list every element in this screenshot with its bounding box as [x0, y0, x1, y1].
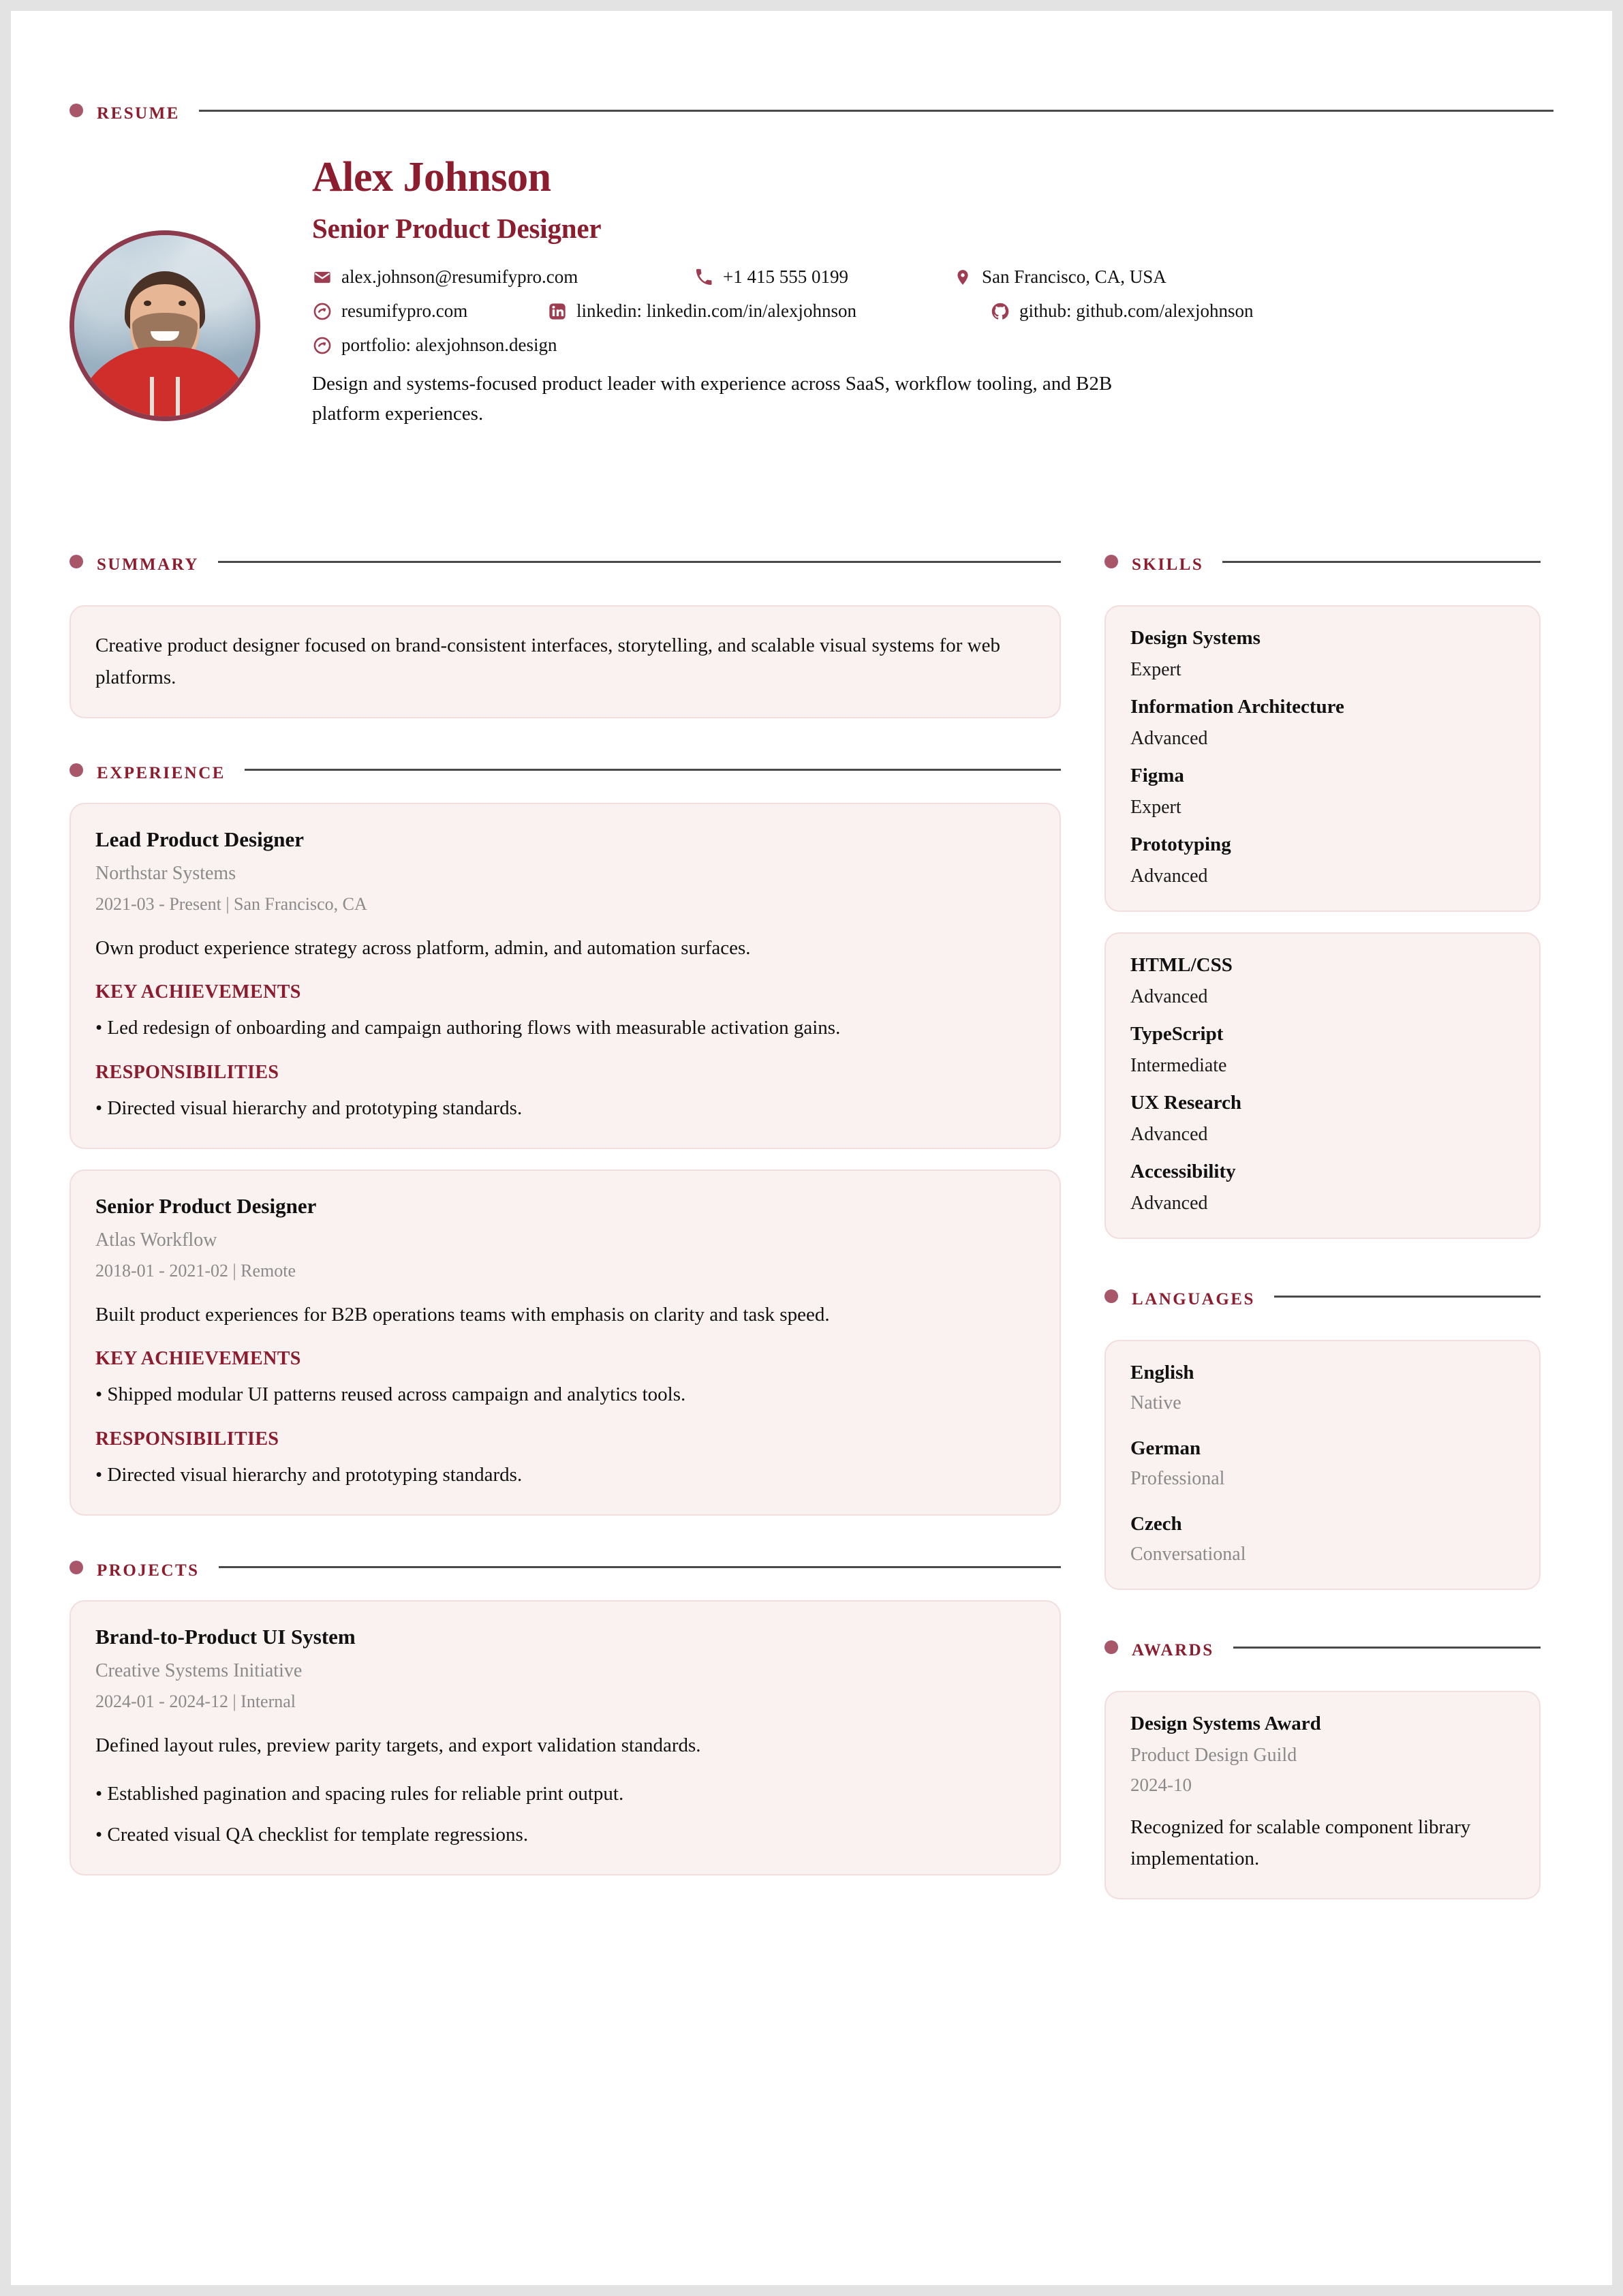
language-level: Professional: [1130, 1468, 1225, 1489]
contact-linkedin[interactable]: [547, 301, 990, 322]
project-title: Brand-to-Product UI System: [95, 1624, 356, 1649]
github-icon: [990, 301, 1010, 322]
responsibilities-label: RESPONSIBILITIES: [95, 1428, 279, 1450]
language-item: [1130, 1513, 1515, 1565]
contact-portfolio[interactable]: [312, 335, 557, 356]
skill-name: Prototyping: [1130, 833, 1231, 855]
contact-row: [312, 301, 1554, 322]
contact-website-text: resumifypro.com: [341, 301, 468, 322]
entry-title: Senior Product Designer: [95, 1193, 317, 1218]
entry-meta: 2021-03 - Present | San Francisco, CA: [95, 893, 367, 914]
entry-meta: 2018-01 - 2021-02 | Remote: [95, 1260, 296, 1281]
contact-website[interactable]: [312, 301, 547, 322]
skills-section-header: [1104, 549, 1541, 574]
skill-name: Information Architecture: [1130, 696, 1344, 718]
skill-level: Advanced: [1130, 866, 1208, 887]
language-name: German: [1130, 1437, 1201, 1459]
responsibility-item: • Directed visual hierarchy and prototyping standards.: [95, 1097, 523, 1120]
experience-section-header: [69, 758, 1061, 782]
skill-level: Advanced: [1130, 1124, 1208, 1145]
language-item: [1130, 1362, 1515, 1414]
summary-section-header: [69, 549, 1061, 574]
summary-text: Creative product designer focused on brand-consistent interfaces, storytelling, and scalable visual systems for web platforms.: [95, 634, 1000, 688]
award-organization: Product Design Guild: [1130, 1745, 1297, 1766]
contact-row: [312, 335, 1554, 356]
section-bullet-icon: [69, 1561, 83, 1574]
achievement-item: • Led redesign of onboarding and campaign authoring flows with measurable activation gains.: [95, 1017, 841, 1039]
main-column: [69, 549, 1061, 1899]
contact-email-text: alex.johnson@resumifypro.com: [341, 266, 578, 288]
section-bullet-icon: [1104, 1289, 1118, 1303]
skills-card: [1104, 932, 1541, 1239]
skill-level: Intermediate: [1130, 1055, 1227, 1076]
section-bullet-icon: [1104, 555, 1118, 568]
experience-entry: [69, 803, 1061, 1149]
resume-page: [11, 11, 1612, 2285]
contact-location: [953, 266, 1166, 288]
languages-card: [1104, 1340, 1541, 1590]
profile-summary: Design and systems-focused product leader with experience across SaaS, workflow tooling, and B2B platform experiences.: [312, 373, 1113, 425]
side-column: [1104, 549, 1541, 1899]
contact-phone[interactable]: [694, 266, 953, 288]
body-grid: [69, 549, 1562, 1899]
project-description: Defined layout rules, preview parity targets, and export validation standards.: [95, 1734, 701, 1756]
experience-heading: experience: [97, 756, 226, 784]
language-name: Czech: [1130, 1513, 1182, 1535]
skill-level: Advanced: [1130, 1193, 1208, 1214]
responsibilities-label: RESPONSIBILITIES: [95, 1062, 279, 1084]
contact-portfolio-text: portfolio: alexjohnson.design: [341, 335, 557, 356]
skill-level: Expert: [1130, 797, 1181, 818]
contact-linkedin-text: linkedin: linkedin.com/in/alexjohnson: [576, 301, 856, 322]
contact-row: [312, 266, 1554, 288]
award-card: [1104, 1691, 1541, 1899]
skill-name: Accessibility: [1130, 1161, 1236, 1182]
skill-level: Advanced: [1130, 728, 1208, 749]
section-rule: [219, 1566, 1061, 1568]
achievements-label: KEY ACHIEVEMENTS: [95, 981, 301, 1003]
contact-email[interactable]: [312, 266, 694, 288]
globe-icon: [312, 301, 333, 322]
hero-block: [69, 155, 1554, 429]
entry-organization: Atlas Workflow: [95, 1229, 217, 1251]
section-rule: [245, 769, 1061, 771]
language-level: Native: [1130, 1392, 1181, 1413]
summary-card: [69, 605, 1061, 718]
language-name: English: [1130, 1362, 1194, 1383]
entry-description: Own product experience strategy across platform, admin, and automation surfaces.: [95, 936, 751, 959]
contact-phone-text: +1 415 555 0199: [723, 266, 848, 288]
achievement-item: • Shipped modular UI patterns reused across campaign and analytics tools.: [95, 1383, 686, 1406]
languages-section-header: [1104, 1284, 1541, 1308]
achievements-label: KEY ACHIEVEMENTS: [95, 1348, 301, 1370]
section-rule: [199, 110, 1554, 112]
photo-column: [69, 155, 301, 421]
section-bullet-icon: [69, 555, 83, 568]
language-item: [1130, 1437, 1515, 1490]
award-date: 2024-10: [1130, 1775, 1192, 1795]
projects-heading: projects: [97, 1553, 200, 1581]
skill-level: Advanced: [1130, 986, 1208, 1007]
resume-section-header: [69, 98, 1554, 123]
section-bullet-icon: [69, 104, 83, 117]
language-level: Conversational: [1130, 1544, 1246, 1565]
awards-section-header: [1104, 1635, 1541, 1659]
phone-icon: [694, 267, 714, 288]
skill-name: UX Research: [1130, 1092, 1241, 1114]
award-title: Design Systems Award: [1130, 1713, 1321, 1734]
project-organization: Creative Systems Initiative: [95, 1659, 303, 1681]
linkedin-icon: [547, 301, 568, 322]
globe-icon: [312, 335, 333, 356]
location-icon: [953, 267, 973, 288]
job-title: Senior Product Designer: [312, 213, 602, 245]
skill-level: Expert: [1130, 659, 1181, 680]
section-rule: [218, 561, 1061, 563]
section-bullet-icon: [1104, 1640, 1118, 1654]
projects-section-header: [69, 1555, 1061, 1580]
project-meta: 2024-01 - 2024-12 | Internal: [95, 1691, 296, 1711]
languages-heading: languages: [1132, 1283, 1255, 1310]
skills-heading: skills: [1132, 548, 1204, 575]
avatar: [69, 230, 260, 421]
responsibility-item: • Directed visual hierarchy and prototyping standards.: [95, 1464, 523, 1486]
section-rule: [1233, 1647, 1541, 1649]
skill-name: TypeScript: [1130, 1023, 1224, 1045]
skill-name: HTML/CSS: [1130, 954, 1233, 976]
full-name: Alex Johnson: [312, 154, 551, 200]
contact-location-text: San Francisco, CA, USA: [982, 266, 1166, 288]
award-description: Recognized for scalable component library implementation.: [1130, 1816, 1471, 1869]
contact-list: [312, 266, 1554, 356]
section-rule: [1222, 561, 1541, 563]
entry-description: Built product experiences for B2B operations teams with emphasis on clarity and task speed.: [95, 1303, 830, 1326]
awards-heading: awards: [1132, 1634, 1214, 1661]
entry-title: Lead Product Designer: [95, 827, 304, 851]
project-bullet: • Established pagination and spacing rules for reliable print output.: [95, 1783, 624, 1805]
summary-heading: summary: [97, 548, 199, 575]
contact-github-text: github: github.com/alexjohnson: [1019, 301, 1254, 322]
email-icon: [312, 267, 333, 288]
resume-label: resume: [97, 97, 180, 124]
skill-name: Design Systems: [1130, 627, 1261, 649]
section-bullet-icon: [69, 763, 83, 777]
section-rule: [1274, 1296, 1541, 1298]
project-bullet: • Created visual QA checklist for template regressions.: [95, 1824, 529, 1846]
identity-column: [301, 155, 1554, 429]
experience-entry: [69, 1169, 1061, 1516]
skill-name: Figma: [1130, 765, 1184, 786]
entry-organization: Northstar Systems: [95, 862, 236, 884]
skills-card: [1104, 605, 1541, 912]
project-entry: [69, 1600, 1061, 1876]
contact-github[interactable]: [990, 301, 1253, 322]
